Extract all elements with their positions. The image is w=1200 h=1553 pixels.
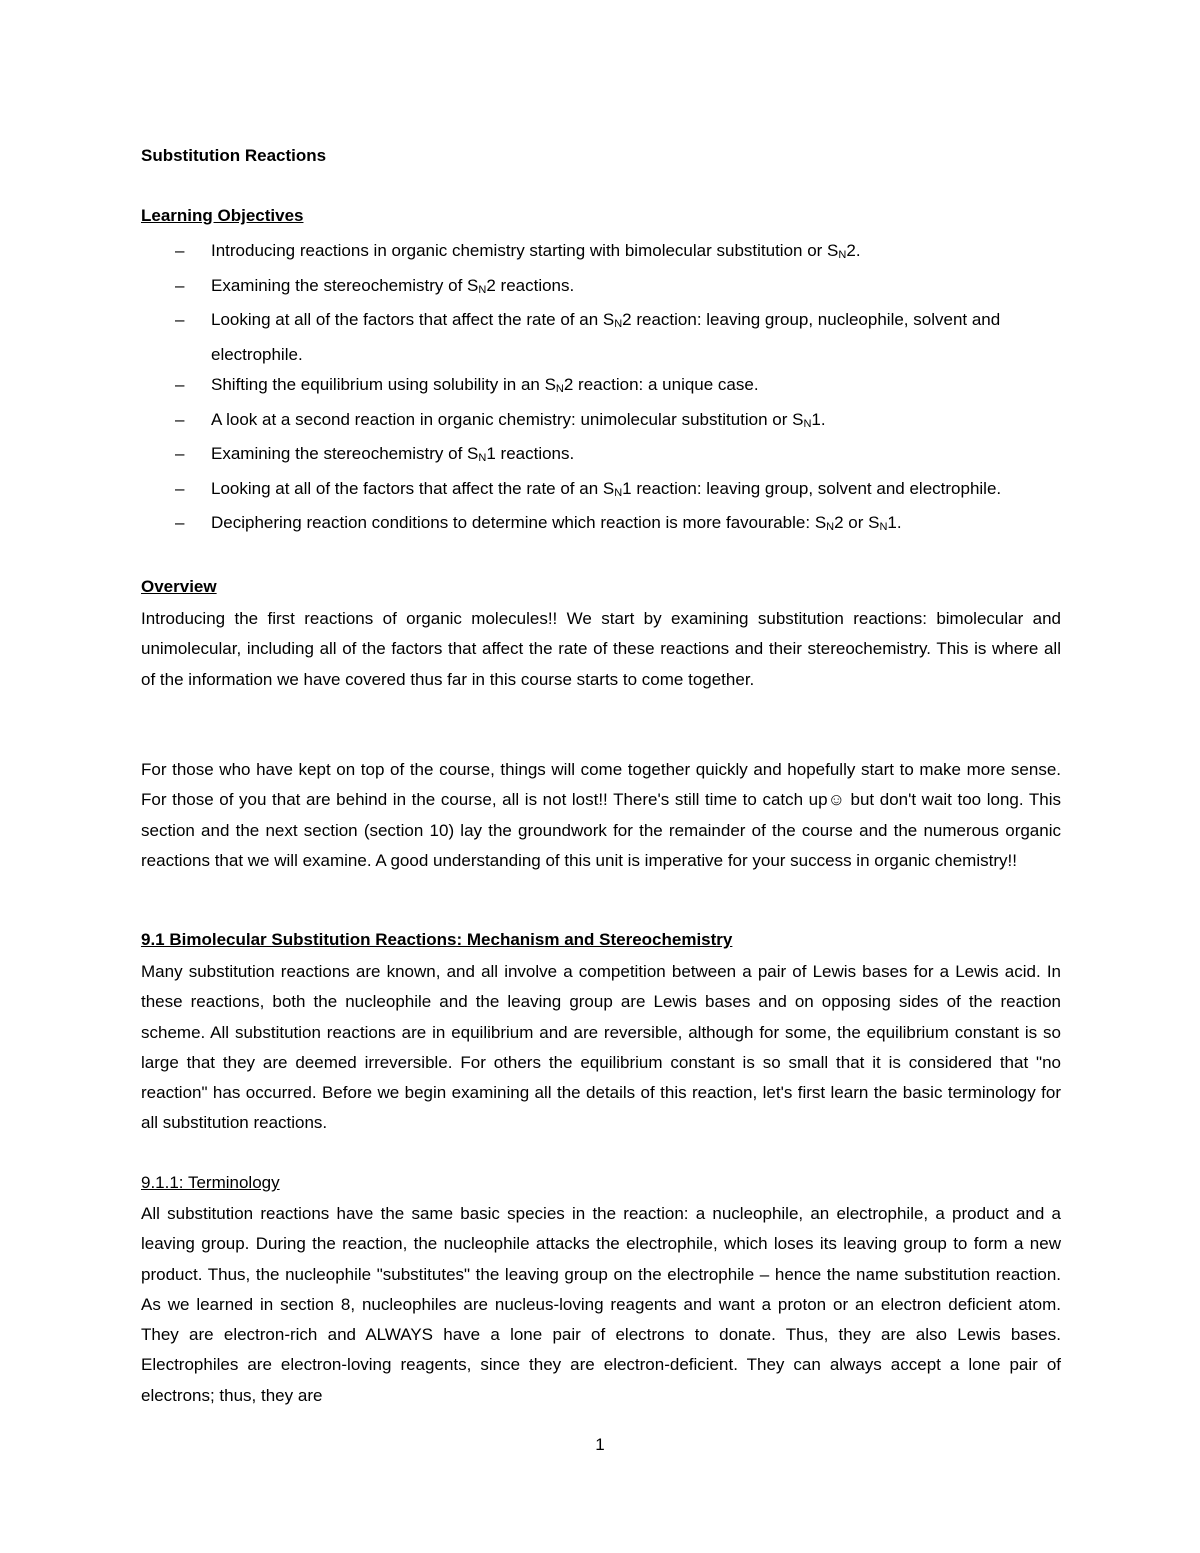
subscript-text: N — [803, 417, 812, 430]
subscript-text: N — [478, 452, 487, 464]
objective-text: 1. — [811, 409, 826, 429]
bullet-dash: – — [175, 478, 185, 498]
subscript-text: N — [826, 521, 835, 533]
bullet-dash: – — [175, 275, 185, 295]
bullet-dash: – — [175, 375, 185, 394]
subscript-text: N — [838, 249, 847, 261]
objective-text: Looking at all of the factors that affect the rate of an S — [211, 478, 615, 498]
subscript-text: N — [555, 383, 564, 395]
objective-text: 1 reaction: leaving group, solvent and electrophile. — [622, 478, 1002, 498]
subscript-text: N — [879, 521, 888, 533]
overview-heading: Overview — [141, 577, 217, 596]
objective-text: Looking at all of the factors that affect the rate of an S — [211, 310, 615, 329]
objective-item — [141, 271, 1061, 306]
bullet-dash: – — [175, 241, 185, 260]
objective-item — [141, 405, 1061, 440]
subscript-text: N — [614, 318, 623, 330]
objective-text: Examining the stereochemistry of S — [211, 275, 479, 295]
bullet-dash: – — [175, 310, 185, 329]
objectives-heading: Learning Objectives — [141, 206, 304, 225]
objective-text: 2 reaction: a unique case. — [563, 375, 759, 394]
overview-paragraph-2: For those who have kept on top of the course, things will come together quickly and hopefully start to make more sense. For those of you that are behind in the course, all is not lost!! There's still time to catch up☺ but don't wait too long. This section and the next section (section 10) lay the groundwork for the remainder of the course and the numerous organic reactions that we will examine. A good understanding of this unit is imperative for your success in organic chemistry!! — [141, 760, 1061, 870]
subscript-text: N — [478, 283, 487, 296]
objective-text: 2 or S — [834, 513, 880, 532]
objective-text: 1. — [887, 513, 902, 532]
bullet-dash: – — [175, 444, 185, 463]
subscript-text: N — [614, 486, 623, 499]
objective-text: Examining the stereochemistry of S — [211, 444, 479, 463]
objectives-list — [141, 236, 1061, 543]
section-9-1-paragraph: Many substitution reactions are known, and all involve a competition between a pair of Lewis bases for a Lewis acid. In these reactions, both the nucleophile and the leaving group are Lewis bases and on opposing sides of the reaction scheme. All substitution reactions are in equilibrium and are reversible, although for some, the equilibrium constant is so large that they are deemed irreversible. For others the equilibrium constant is so small that it is considered that "no reaction" has occurred. Before we begin examining all the details of this reaction, let's first learn the basic terminology for all substitution reactions. — [141, 962, 1061, 1133]
bullet-dash: – — [175, 513, 185, 532]
objective-text: Introducing reactions in organic chemistry starting with bimolecular substitution or S — [211, 241, 839, 260]
document-title: Substitution Reactions — [141, 146, 327, 165]
objective-text: 2. — [846, 241, 861, 260]
objective-item — [141, 439, 1061, 474]
objective-text: 2 reactions. — [486, 275, 575, 295]
objective-text: 2 reaction: leaving group, nucleophile, solvent and electrophile. — [211, 310, 1001, 364]
page-number: 1 — [595, 1435, 605, 1454]
objective-item — [141, 370, 1061, 405]
objective-text: Deciphering reaction conditions to determine which reaction is more favourable: S — [211, 513, 827, 532]
objective-item — [141, 305, 1061, 370]
overview-paragraph-1: Introducing the first reactions of organic molecules!! We start by examining substitution reactions: bimolecular and unimolecular, including all of the factors that affect the rate of these reactions and their stereochemistry. This is where all of the information we have covered thus far in this course starts to come together. — [141, 609, 1061, 689]
section-9-1-1-paragraph: All substitution reactions have the same basic species in the reaction: a nucleophile, an electrophile, a product and a leaving group. During the reaction, the nucleophile attacks the electrophile, which loses its leaving group to form a new product. Thus, the nucleophile "substitutes" the leaving group on the electrophile – hence the name substitution reaction. As we learned in section 8, nucleophiles are nucleus-loving reagents and want a proton or an electron deficient atom. They are electron-rich and ALWAYS have a lone pair of electrons to donate. Thus, they are also Lewis bases. Electrophiles are electron-loving reagents, since they are electron-deficient. They can always accept a lone pair of electrons; thus, they are — [141, 1204, 1061, 1405]
section-9-1-heading: 9.1 Bimolecular Substitution Reactions: Mechanism and Stereochemistry — [141, 930, 733, 949]
objective-text: A look at a second reaction in organic chemistry: unimolecular substitution or S — [211, 409, 804, 429]
objective-text: 1 reactions. — [486, 444, 575, 463]
section-9-1-1-heading: 9.1.1: Terminology — [141, 1173, 280, 1192]
objective-item — [141, 508, 1061, 543]
objective-item — [141, 236, 1061, 271]
objective-text: Shifting the equilibrium using solubility in an S — [211, 375, 556, 394]
objective-item — [141, 474, 1061, 509]
bullet-dash: – — [175, 409, 185, 429]
